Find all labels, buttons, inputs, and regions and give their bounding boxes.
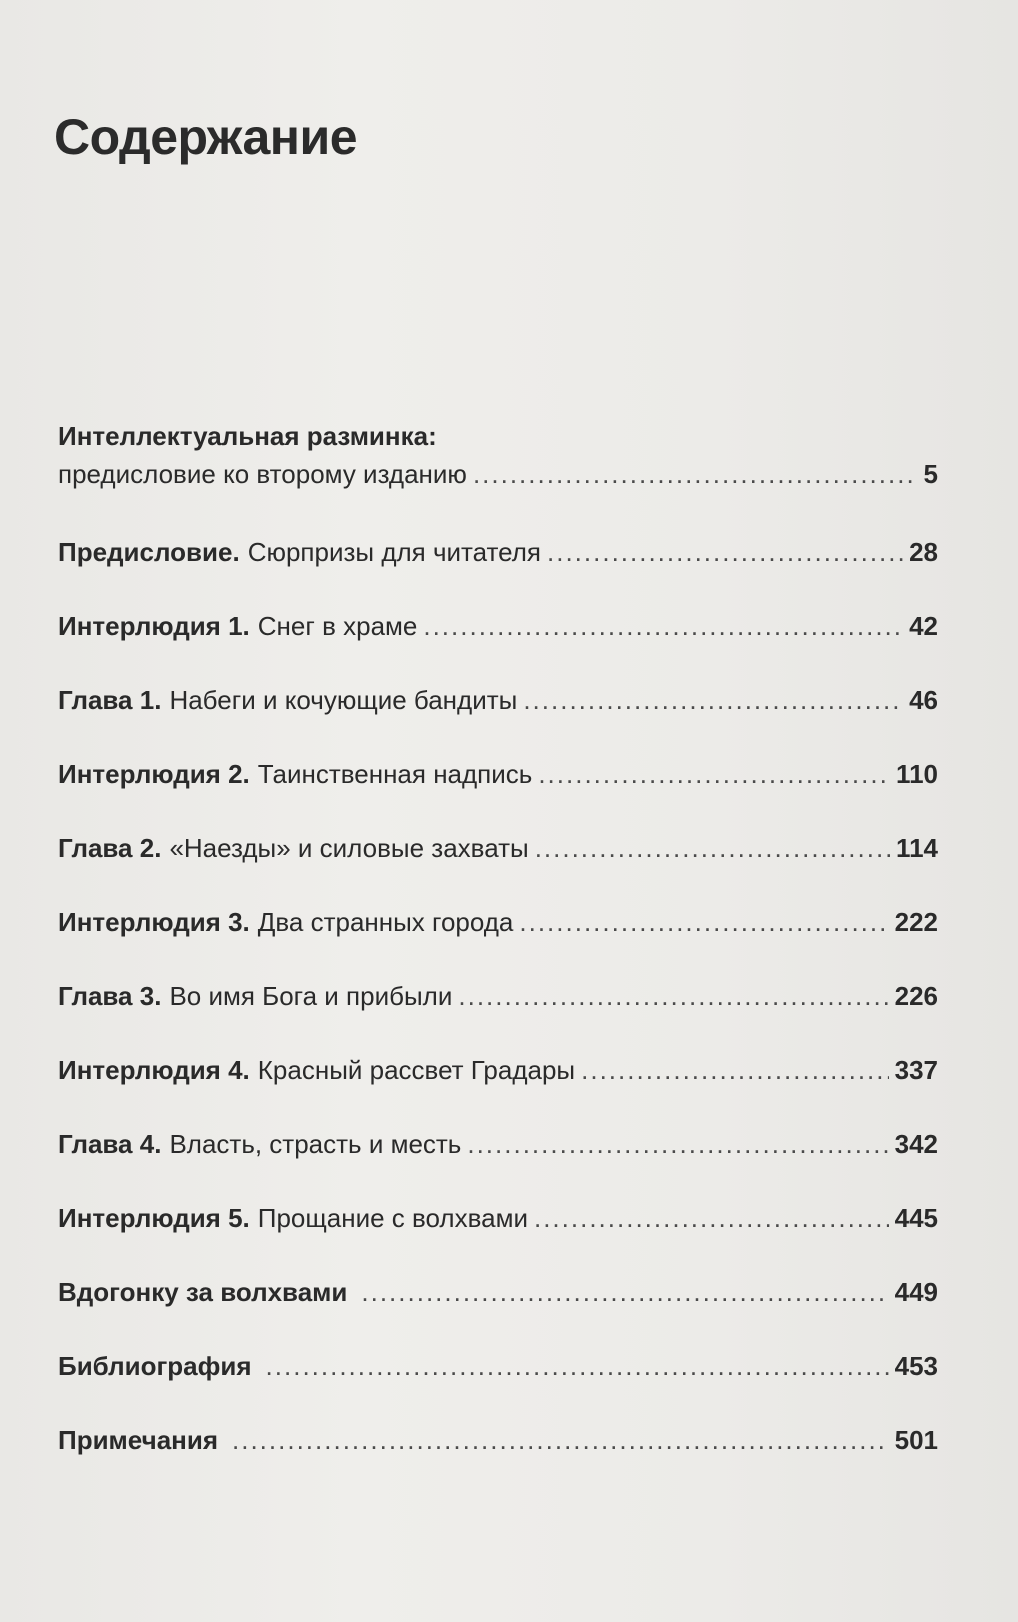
toc-entry-label: Сюрпризы для читателя <box>247 537 541 567</box>
dot-leader <box>519 902 888 942</box>
toc-entry-bold: Вдогонку за волхвами <box>58 1277 348 1307</box>
dot-leader <box>361 1272 888 1312</box>
toc-entry <box>58 976 938 1016</box>
dot-leader <box>535 828 890 868</box>
toc-entry-label: предисловие ко второму изданию <box>58 459 467 489</box>
toc-page-number: 222 <box>894 907 938 937</box>
toc-entry-label: Таинственная надпись <box>257 759 533 789</box>
toc-entry <box>58 1346 938 1386</box>
dot-leader <box>467 1124 888 1164</box>
dot-leader <box>581 1050 888 1090</box>
dot-leader <box>423 606 903 646</box>
toc-entry <box>58 680 938 720</box>
toc-page-number: 42 <box>909 611 938 641</box>
dot-leader <box>534 1198 889 1238</box>
toc-page-number: 445 <box>894 1203 938 1233</box>
toc-entry <box>58 532 938 572</box>
toc-entry-label: «Наезды» и силовые захваты <box>169 833 529 863</box>
toc-page-number: 46 <box>909 685 938 715</box>
toc-page-number: 337 <box>894 1055 938 1085</box>
toc-entry <box>58 1124 938 1164</box>
toc-page-number: 501 <box>894 1425 938 1455</box>
toc-entry-label: Прощание с волхвами <box>257 1203 528 1233</box>
dot-leader <box>523 680 903 720</box>
toc-entry <box>58 606 938 646</box>
toc-entry-bold: Глава 1. <box>58 685 162 715</box>
dot-leader <box>266 1346 889 1386</box>
toc-page-number: 114 <box>896 833 938 863</box>
dot-leader <box>538 754 890 794</box>
toc-entry-bold: Интерлюдия 2. <box>58 759 250 789</box>
toc-entry-bold: Интерлюдия 3. <box>58 907 250 937</box>
toc-entry-title-bold: Интеллектуальная разминка: <box>58 421 437 451</box>
toc-page-number: 110 <box>896 759 938 789</box>
dot-leader <box>473 454 918 494</box>
toc-entry-bold: Интерлюдия 4. <box>58 1055 250 1085</box>
toc-page-number: 226 <box>894 981 938 1011</box>
toc-entry <box>58 454 938 494</box>
toc-entry <box>58 754 938 794</box>
toc-entry-bold: Примечания <box>58 1425 219 1455</box>
toc-entry-label: Снег в храме <box>257 611 418 641</box>
toc-entry-label: Во имя Бога и прибыли <box>169 981 453 1011</box>
toc-entry-bold: Интерлюдия 1. <box>58 611 250 641</box>
toc-page-number: 28 <box>909 537 938 567</box>
toc-page-number: 449 <box>894 1277 938 1307</box>
toc-entry-label: Власть, страсть и месть <box>169 1129 462 1159</box>
toc-entry-label: Два странных города <box>257 907 514 937</box>
dot-leader <box>458 976 888 1016</box>
toc-entry <box>58 1272 938 1312</box>
toc-entry <box>58 902 938 942</box>
toc-entry-label: Красный рассвет Градары <box>257 1055 576 1085</box>
toc-entry-bold: Глава 2. <box>58 833 162 863</box>
toc-entry-bold: Предисловие. <box>58 537 240 567</box>
table-of-contents <box>58 418 938 1460</box>
toc-entry-bold: Библиография <box>58 1351 252 1381</box>
toc-entry-bold: Глава 4. <box>58 1129 162 1159</box>
toc-entry <box>58 1420 938 1460</box>
page-title: Содержание <box>54 109 358 165</box>
toc-entry <box>58 1050 938 1090</box>
toc-page-number: 453 <box>894 1351 938 1381</box>
toc-entry-label: Набеги и кочующие бандиты <box>169 685 518 715</box>
toc-entry-bold: Глава 3. <box>58 981 162 1011</box>
dot-leader <box>232 1420 889 1460</box>
toc-entry <box>58 1198 938 1238</box>
dot-leader <box>547 532 903 572</box>
toc-page-number: 342 <box>894 1129 938 1159</box>
toc-entry <box>58 828 938 868</box>
toc-entry-bold: Интерлюдия 5. <box>58 1203 250 1233</box>
toc-page-number: 5 <box>923 459 938 489</box>
